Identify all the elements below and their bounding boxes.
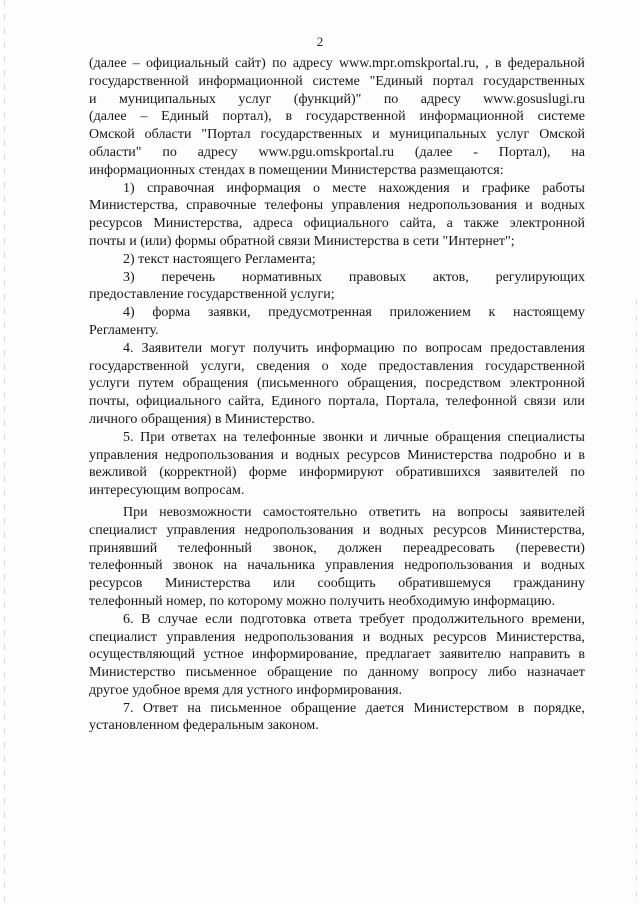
text-line: специалист управления недропользования и водных ресурсов Министерства, [89, 522, 585, 538]
text-line: государственной информационной системе "Единый портал государственных [89, 73, 585, 89]
text-line: 2) текст настоящего Регламента; [123, 251, 316, 267]
text-line: предоставление государственной услуги; [89, 287, 335, 303]
text-line: ресурсов Министерства или сообщить обратившемуся гражданину [89, 576, 585, 592]
text-line: услуги путем обращения (письменного обращения, посредством электронной [89, 376, 585, 392]
text-line: телефонный номер, по которому можно получить необходимую информацию. [89, 593, 555, 609]
text-line: телефонный звонок на начальника управления недропользования и водных [89, 558, 585, 574]
text-line: Министерство письменное обращение по данному вопросу либо назначает [89, 665, 585, 681]
text-line: 7. Ответ на письменное обращение дается Министерством в порядке, [123, 700, 585, 716]
text-line: вежливой (корректной) форме информируют обратившихся заявителей по [89, 465, 585, 481]
text-line: (далее – официальный сайт) по адресу www.mpr.omskportal.ru, , в федеральной [89, 56, 585, 71]
text-line: области" по адресу www.pgu.omskportal.ru (далее - Портал), на [89, 144, 585, 160]
text-line: и муниципальных услуг (функций)" по адресу www.gosuslugi.ru [89, 91, 585, 107]
text-line: принявший телефонный звонок, должен переадресовать (перевести) [89, 540, 585, 556]
text-line: ресурсов Министерства, адреса официального сайта, а также электронной [89, 216, 585, 232]
scan-edge-left [4, 0, 5, 905]
text-line: осуществляющий устное информирование, предлагает заявителю направить в [89, 647, 585, 663]
text-line: Омской области "Портал государственных и муниципальных услуг Омской [89, 127, 585, 143]
text-line: 1) справочная информация о месте нахождения и графике работы [123, 180, 585, 196]
text-line: 6. В случае если подготовка ответа требует продолжительного времени, [123, 611, 585, 627]
text-line: 3) перечень нормативных правовых актов, регулирующих [123, 269, 585, 285]
text-line: специалист управления недропользования и водных ресурсов Министерства, [89, 629, 585, 645]
text-line: установленном федеральным законом. [89, 718, 319, 734]
text-line: При невозможности самостоятельно ответить на вопросы заявителей [123, 504, 585, 520]
text-line: почты, официального сайта, Единого портала, Портала, телефонной связи или [89, 394, 585, 410]
document-body [89, 55, 585, 735]
text-line: управления недропользования и водных ресурсов Министерства подробно и в [89, 447, 585, 463]
text-line: 4. Заявители могут получить информацию по вопросам предоставления [123, 340, 585, 356]
text-line: Министерства, справочные телефоны управления недропользования и водных [89, 198, 585, 214]
text-line: (далее – Единый портал), в государственной информационной системе [89, 109, 585, 125]
text-line: 5. При ответах на телефонные звонки и личные обращения специалисты [123, 429, 585, 445]
text-line: интересующим вопросам. [89, 483, 245, 499]
scan-edge-right [636, 300, 637, 900]
text-line: другое удобное время для устного информирования. [89, 682, 403, 698]
text-line: личного обращения) в Министерство. [89, 411, 315, 427]
text-line: 4) форма заявки, предусмотренная приложением к настоящему [123, 305, 585, 321]
text-line: Регламенту. [89, 322, 159, 338]
text-line: почты и (или) формы обратной связи Министерства в сети "Интернет"; [89, 233, 515, 249]
text-line: государственной услуги, сведения о ходе предоставления государственной [89, 358, 585, 374]
text-line: информационных стендах в помещении Министерства размещаются: [89, 162, 504, 178]
page-number: 2 [316, 34, 324, 49]
